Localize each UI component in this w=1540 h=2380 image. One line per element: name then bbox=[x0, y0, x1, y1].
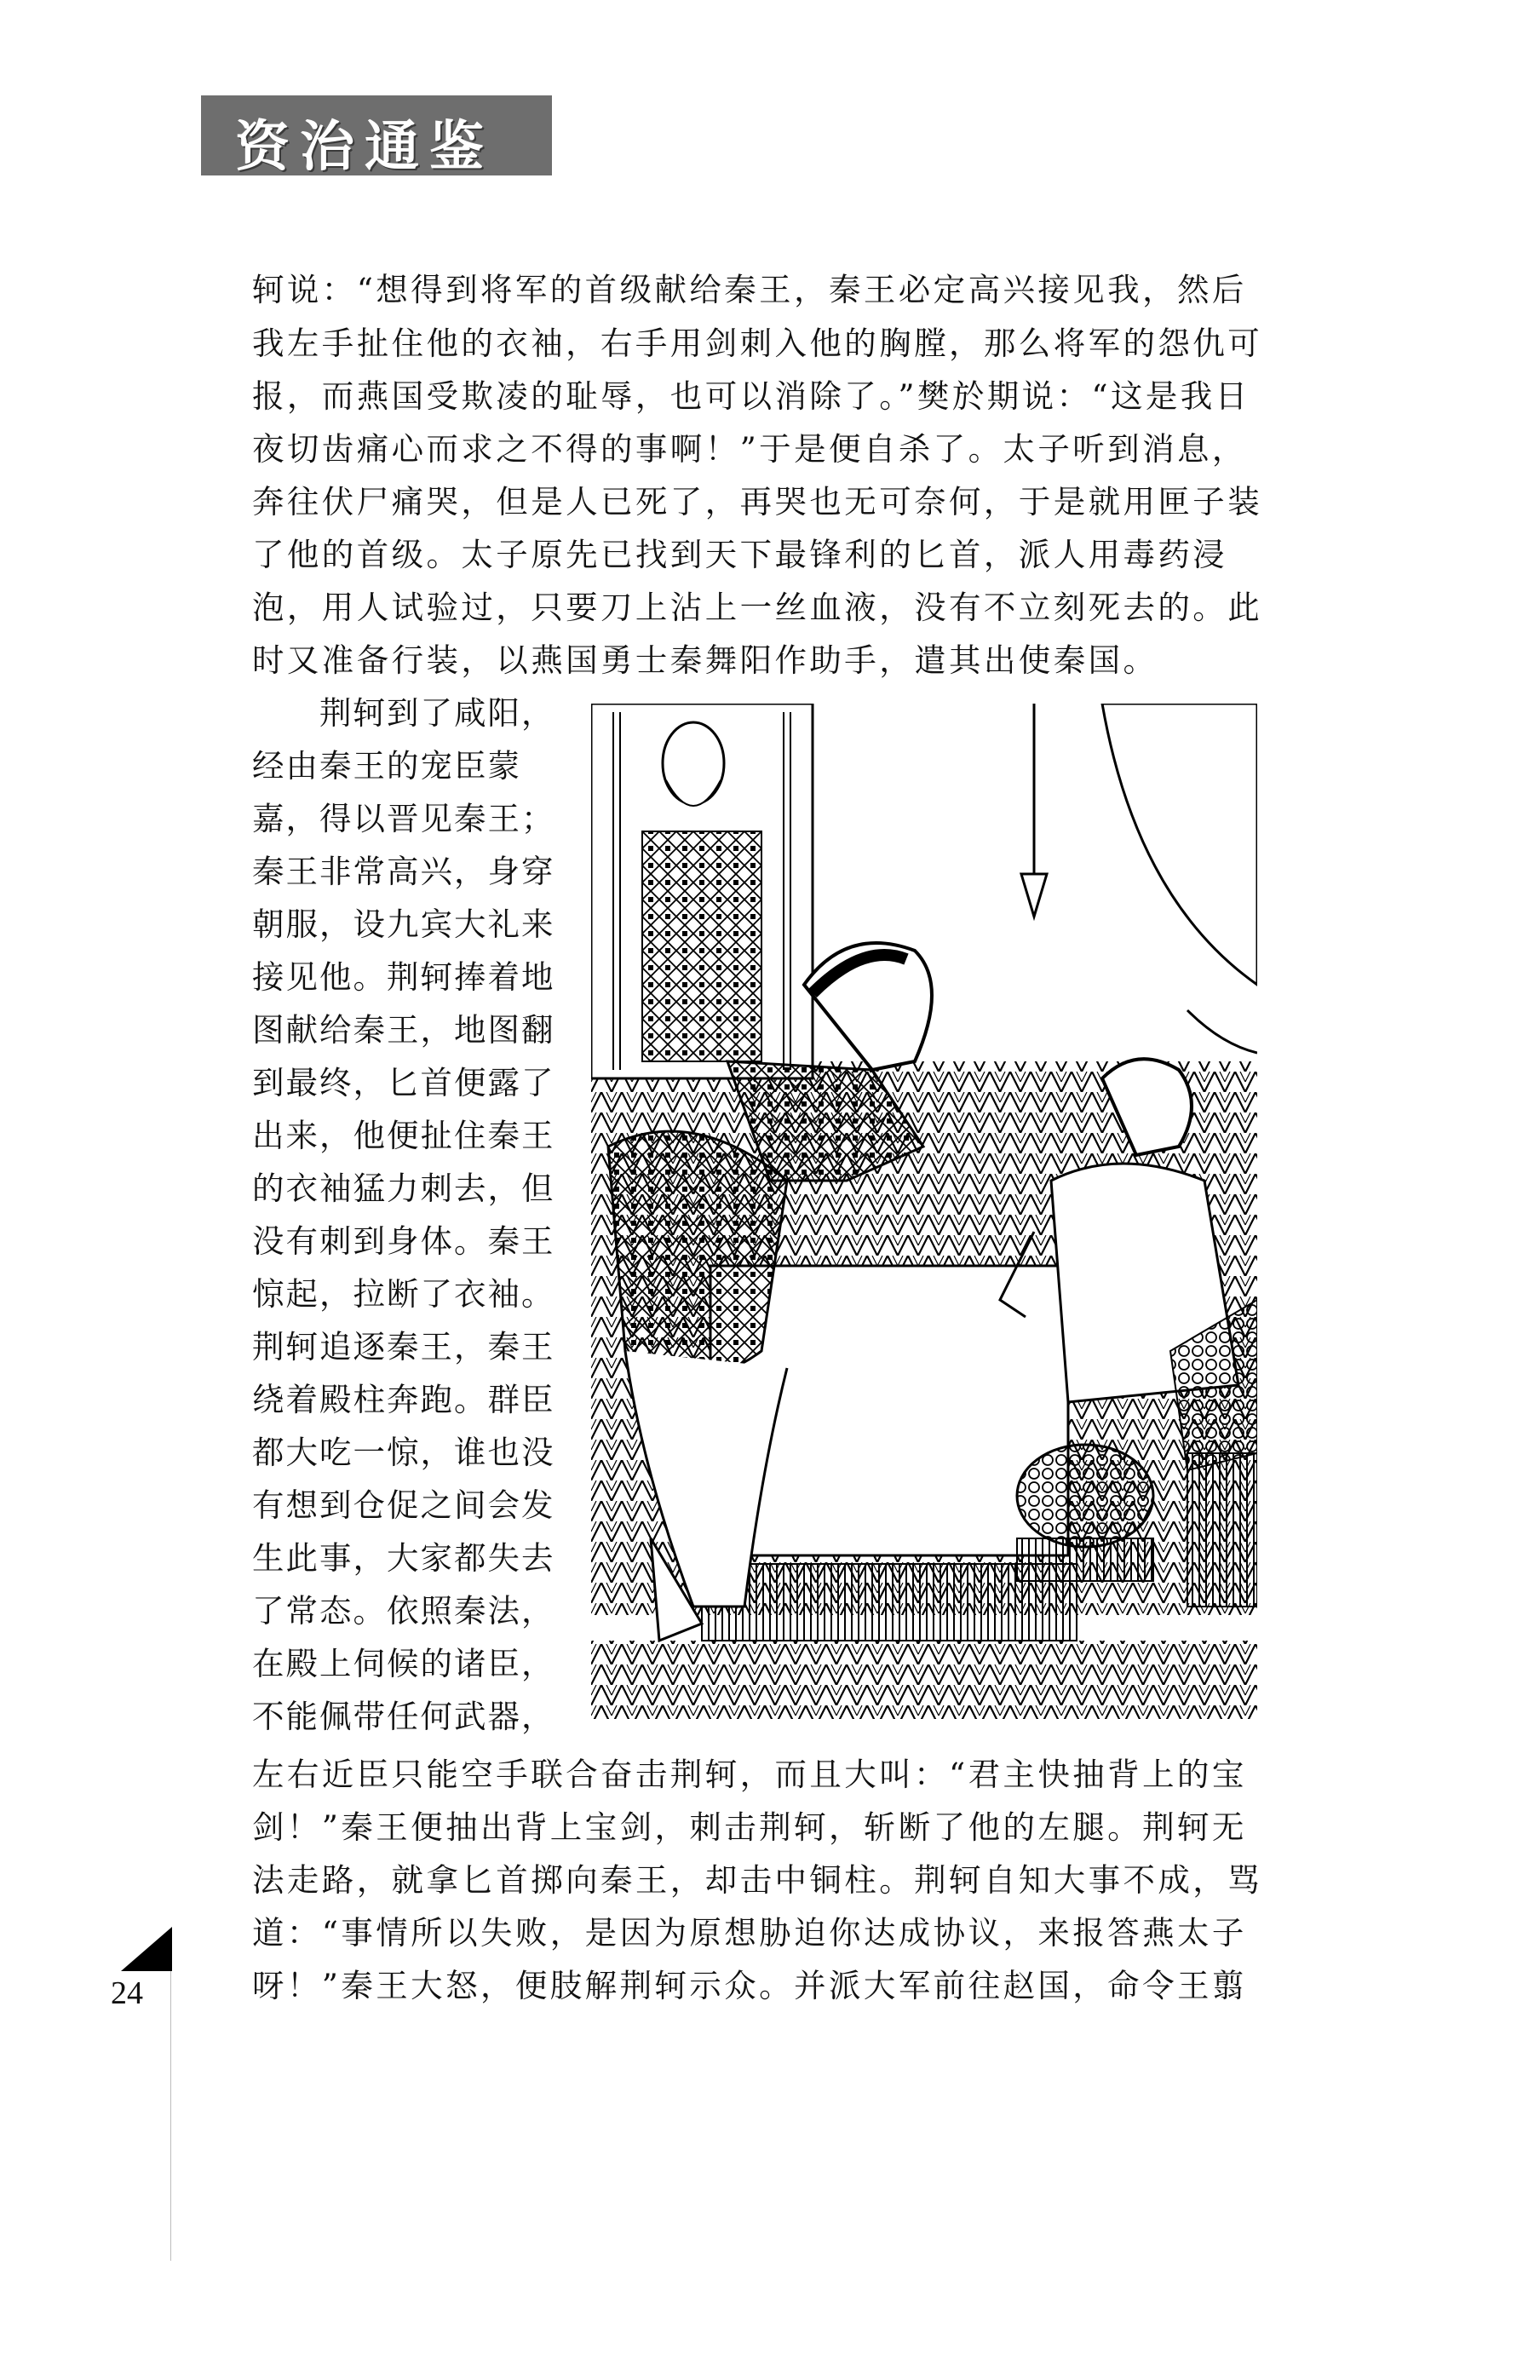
book-title: 资治通鉴 bbox=[235, 116, 494, 179]
body-line: 道：“事情所以失败，是因为原想胁迫你达成协议，来报答燕太子 bbox=[252, 1914, 1247, 1952]
body-line: 泡，用人试验过，只要刀上沾上一丝血液，没有不立刻死去的。此 bbox=[252, 589, 1263, 626]
body-line: 左右近臣只能空手联合奋击荆轲，而且大叫：“君主快抽背上的宝 bbox=[252, 1756, 1247, 1793]
side-line: 图献给秦王，地图翻 bbox=[252, 1011, 555, 1049]
side-line: 都大吃一惊，谁也没 bbox=[252, 1434, 555, 1471]
body-line: 呀！”秦王大怒，便肢解荆轲示众。并派大军前往赵国，命令王翦 bbox=[252, 1967, 1247, 2004]
side-line: 荆轲到了咸阳， bbox=[252, 694, 555, 732]
body-line: 时又准备行装，以燕国勇士秦舞阳作助手，遣其出使秦国。 bbox=[252, 641, 1158, 679]
page-number: 24 bbox=[111, 1975, 143, 2011]
side-line: 出来，他便扯住秦王 bbox=[252, 1117, 555, 1154]
body-line: 奔往伏尸痛哭，但是人已死了，再哭也无可奈何，于是就用匣子装 bbox=[252, 483, 1263, 520]
side-line: 生此事，大家都失去 bbox=[252, 1539, 555, 1577]
body-line: 轲说：“想得到将军的首级献给秦王，秦王必定高兴接见我，然后 bbox=[252, 271, 1247, 308]
side-line: 不能佩带任何武器， bbox=[252, 1698, 555, 1735]
side-line: 荆轲追逐秦王，秦王 bbox=[252, 1328, 555, 1365]
margin-rule bbox=[170, 1971, 171, 2261]
side-line: 惊起，拉断了衣袖。 bbox=[252, 1275, 555, 1313]
side-line: 在殿上伺候的诸臣， bbox=[252, 1645, 555, 1682]
book-title-banner bbox=[201, 95, 552, 179]
jing-ke-illustration bbox=[591, 704, 1257, 1719]
body-line: 我左手扯住他的衣袖，右手用剑刺入他的胸膛，那么将军的怨仇可 bbox=[252, 325, 1263, 362]
side-line: 绕着殿柱奔跑。群臣 bbox=[252, 1381, 555, 1418]
body-line: 报，而燕国受欺凌的耻辱，也可以消除了。”樊於期说：“这是我日 bbox=[252, 377, 1250, 415]
side-line: 的衣袖猛力刺去，但 bbox=[252, 1170, 555, 1207]
body-line: 夜切齿痛心而求之不得的事啊！”于是便自杀了。太子听到消息， bbox=[252, 430, 1247, 468]
body-line: 法走路，就拿匕首掷向秦王，却击中铜柱。荆轲自知大事不成，骂 bbox=[252, 1861, 1263, 1899]
side-line: 嘉，得以晋见秦王； bbox=[252, 800, 555, 837]
side-line: 经由秦王的宠臣蒙 bbox=[252, 747, 521, 785]
body-line: 剑！”秦王便抽出背上宝剑，刺击荆轲，斩断了他的左腿。荆轲无 bbox=[252, 1808, 1247, 1846]
side-line: 有想到仓促之间会发 bbox=[252, 1486, 555, 1524]
side-line: 朝服，设九宾大礼来 bbox=[252, 905, 555, 943]
side-line: 了常态。依照秦法， bbox=[252, 1592, 555, 1630]
body-line: 了他的首级。太子原先已找到天下最锋利的匕首，派人用毒药浸 bbox=[252, 536, 1228, 573]
side-line: 秦王非常高兴，身穿 bbox=[252, 853, 555, 890]
side-line: 没有刺到身体。秦王 bbox=[252, 1222, 555, 1260]
page-corner-triangle bbox=[121, 1927, 172, 1971]
side-line: 接见他。荆轲捧着地 bbox=[252, 958, 555, 996]
side-line: 到最终，匕首便露了 bbox=[252, 1064, 555, 1101]
